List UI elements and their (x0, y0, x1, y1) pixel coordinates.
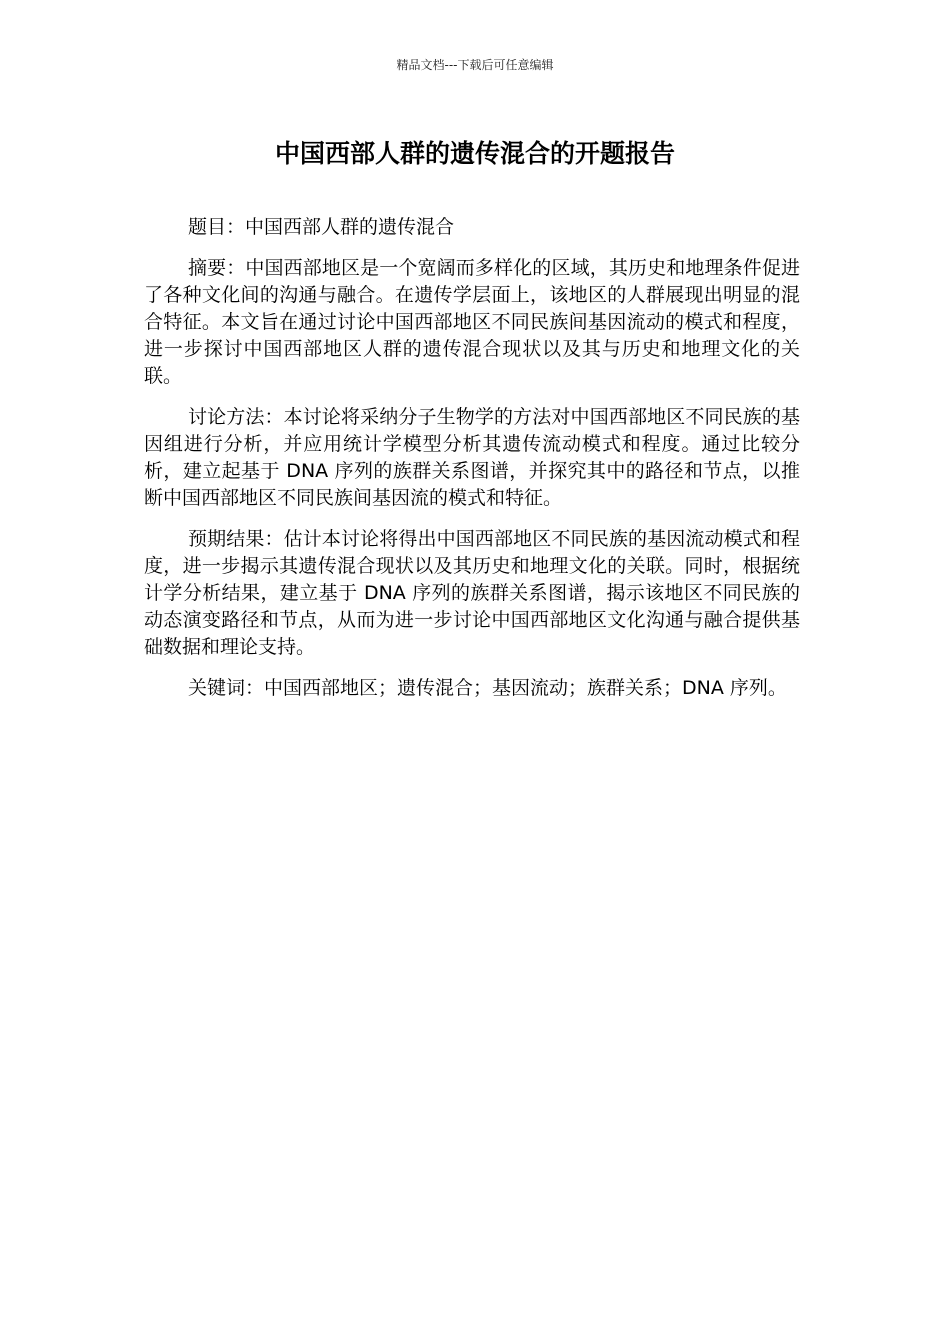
methods-text: 本讨论将采纳分子生物学的方法对中国西部地区不同民族的基因组进行分析，并应用统计学模型分析其遗传流动模式和程度。通过比较分析，建立起基于 DNA 序列的族群关系图谱，并探究其中的路径和节点，以推断中国西部地区不同民族间基因流的模式和特征。 (144, 406, 800, 509)
abstract-paragraph (144, 255, 800, 390)
methods-paragraph (144, 404, 800, 512)
abstract-label: 摘要： (188, 257, 246, 279)
keywords-paragraph (144, 675, 800, 702)
keywords-text: 中国西部地区；遗传混合；基因流动；族群关系；DNA 序列。 (264, 677, 787, 699)
topic-label: 题目： (188, 216, 246, 238)
document-title: 中国西部人群的遗传混合的开题报告 (274, 139, 675, 168)
topic-paragraph (144, 214, 800, 241)
expected-results-label: 预期结果： (188, 528, 284, 550)
header-note: 精品文档---下载后可任意编辑 (396, 58, 554, 72)
expected-results-paragraph (144, 526, 800, 661)
topic-text: 中国西部人群的遗传混合 (245, 216, 455, 238)
keywords-label: 关键词： (188, 677, 265, 699)
expected-results-text: 估计本讨论将得出中国西部地区不同民族的基因流动模式和程度，进一步揭示其遗传混合现状以及其历史和地理文化的关联。同时，根据统计学分析结果，建立基于 DNA 序列的族群关系图谱，揭示该地区不同民族的动态演变路径和节点，从而为进一步讨论中国西部地区文化沟通与融合提供基础数据和理论支持。 (144, 528, 800, 658)
abstract-text: 中国西部地区是一个宽阔而多样化的区域，其历史和地理条件促进了各种文化间的沟通与融合。在遗传学层面上，该地区的人群展现出明显的混合特征。本文旨在通过讨论中国西部地区不同民族间基因流动的模式和程度，进一步探讨中国西部地区人群的遗传混合现状以及其与历史和地理文化的关联。 (144, 257, 800, 387)
methods-label: 讨论方法： (188, 406, 284, 428)
document-body (144, 214, 800, 716)
